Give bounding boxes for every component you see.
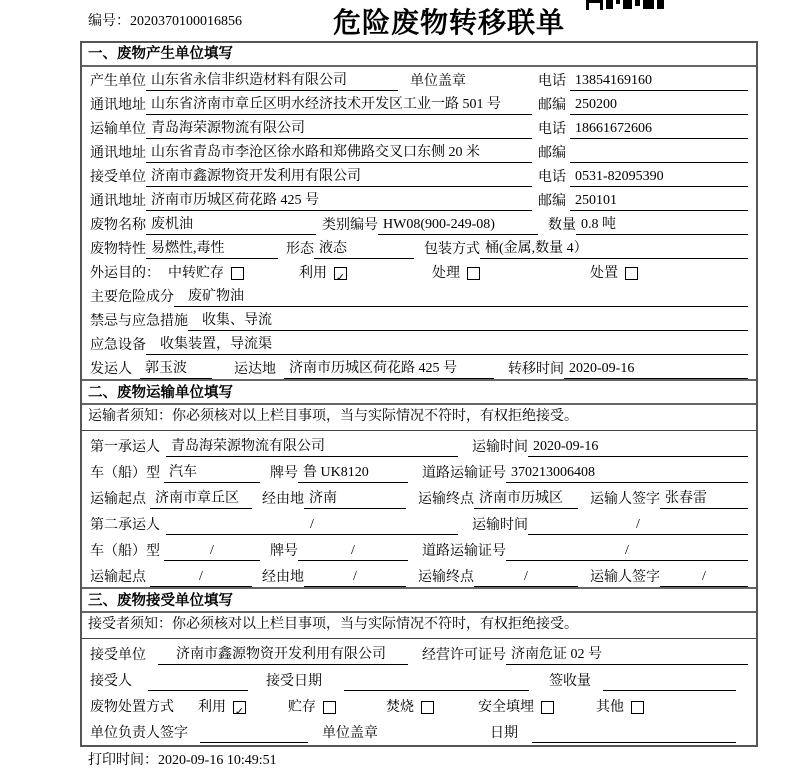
section-transporter: [82, 379, 756, 587]
acceptor-label: 接受人: [90, 674, 132, 689]
option-label: 焚烧: [386, 700, 414, 715]
vehicle2-type: /: [164, 541, 260, 561]
waste-category: HW08(900-249-08): [378, 215, 538, 235]
receiver-notice: 接受者须知：你必须核对以上栏目事项，当与实际情况不符时，有权拒绝接受。: [82, 613, 756, 639]
producer-address-row: [82, 91, 756, 115]
checkbox-transfer-storage: [231, 267, 244, 280]
carrier2-value: /: [166, 515, 458, 535]
receiver-zip: 250101: [570, 191, 748, 211]
section2-heading: 二、废物运输单位填写: [82, 379, 756, 405]
section1-heading: 一、废物产生单位填写: [82, 43, 756, 67]
dispatcher-label: 发运人: [90, 362, 132, 377]
carrier1-value: 青岛海荣源物流有限公司: [166, 437, 458, 457]
address-label: 通讯地址: [90, 98, 146, 113]
acceptance-row: [82, 665, 756, 691]
time-label: 运输时间: [472, 518, 528, 533]
license-label: 经营许可证号: [422, 648, 506, 663]
category-label: 类别编号: [322, 218, 378, 233]
option-label: 中转贮存: [168, 266, 224, 281]
unit-seal-label: 单位盖章: [322, 726, 378, 741]
qr-code-fragment-icon: [586, 0, 664, 10]
carrier2-label: 第二承运人: [90, 518, 160, 533]
receiver-address-row: [82, 187, 756, 211]
carrier1-time: 2020-09-16: [528, 437, 748, 457]
route1-sign: 张春雷: [660, 489, 748, 509]
transporter-label: 运输单位: [90, 122, 146, 137]
qr-block: [643, 0, 654, 9]
dest-value: 济南市历城区荷花路 425 号: [284, 359, 494, 379]
route2-sign: /: [660, 567, 748, 587]
route2-via: /: [304, 567, 406, 587]
waste-traits-row: [82, 235, 756, 259]
carrier-sign-label: 运输人签字: [590, 570, 660, 585]
sign-date: [532, 724, 736, 743]
equipment-value: 收集装置，导流渠: [146, 335, 748, 355]
vehicle1-plate: 鲁 UK8120: [298, 463, 408, 483]
option-label: 处理: [432, 266, 460, 281]
transporter-address: 山东省青岛市李沧区徐水路和郑佛路交叉口东侧 20 米: [146, 143, 532, 163]
transporter-zip: [570, 144, 748, 163]
section-producer: [82, 43, 756, 379]
receiver-address: 济南市历城区荷花路 425 号: [146, 191, 532, 211]
carrier2-row: [82, 509, 756, 535]
receiver-row: [82, 163, 756, 187]
route1-via: 济南: [304, 489, 406, 509]
zip-label: 邮编: [538, 194, 566, 209]
via-label: 经由地: [262, 570, 304, 585]
producer-zip: 250200: [570, 95, 748, 115]
vehicle1-license: 370213006408: [506, 463, 748, 483]
producer-address: 山东省济南市章丘区明水经济技术开发区工业一路 501 号: [146, 95, 532, 115]
via-label: 经由地: [262, 492, 304, 507]
purpose-label: 外运目的：: [90, 266, 160, 281]
option-label: 利用: [198, 700, 226, 715]
route2-row: [82, 561, 756, 587]
print-time: [88, 749, 277, 769]
vehicle2-plate: /: [298, 541, 408, 561]
hazard-value: 废矿物油: [174, 287, 748, 307]
address-label: 通讯地址: [90, 194, 146, 209]
qr-block: [616, 0, 620, 4]
serial-number: [88, 10, 242, 30]
responsible-sign: [200, 724, 308, 743]
accept-date-label: 接受日期: [266, 674, 322, 689]
vehicle1-type: 汽车: [164, 463, 260, 483]
disposal-label: 废物处置方式: [90, 700, 174, 715]
phone-label: 电话: [538, 170, 566, 185]
emergency-equipment-row: [82, 331, 756, 355]
vehicle2-license: /: [506, 541, 748, 561]
qr-block: [586, 0, 603, 10]
emergency-measures-row: [82, 307, 756, 331]
signed-qty: [603, 672, 736, 691]
option-label: 处置: [590, 266, 618, 281]
transfer-form-table: [80, 41, 758, 747]
packing-label: 包装方式: [424, 242, 480, 257]
dispatch-row: [82, 355, 756, 379]
dest-label: 运达地: [234, 362, 276, 377]
signed-qty-label: 签收量: [549, 674, 591, 689]
responsible-sign-label: 单位负责人签字: [90, 726, 188, 741]
receiver-label: 接受单位: [90, 170, 146, 185]
route-end-label: 运输终点: [418, 492, 474, 507]
route-start-label: 运输起点: [90, 492, 146, 507]
carrier1-row: [82, 431, 756, 457]
route2-start: /: [150, 567, 252, 587]
producer-label: 产生单位: [90, 74, 146, 89]
checkbox-treat: [467, 267, 480, 280]
route1-row: [82, 483, 756, 509]
form-label: 形态: [286, 242, 314, 257]
transporter-row: [82, 115, 756, 139]
accept-unit-label: 接受单位: [90, 648, 146, 663]
route-start-label: 运输起点: [90, 570, 146, 585]
traits-label: 废物特性: [90, 242, 146, 257]
zip-label: 邮编: [538, 146, 566, 161]
receiver-value: 济南市鑫源物资开发利用有限公司: [146, 167, 532, 187]
road-license-label: 道路运输证号: [422, 466, 506, 481]
option-label: 安全填埋: [478, 700, 534, 715]
transporter-address-row: [82, 139, 756, 163]
vehicle1-row: [82, 457, 756, 483]
producer-phone: 13854169160: [570, 71, 748, 91]
producer-row: [82, 67, 756, 91]
phone-label: 电话: [538, 122, 566, 137]
checkbox-incinerate: [421, 701, 434, 714]
plate-label: 牌号: [270, 466, 298, 481]
option-label: 贮存: [288, 700, 316, 715]
section-receiver: [82, 587, 756, 743]
serial-label: 编号：: [88, 14, 130, 29]
address-label: 通讯地址: [90, 146, 146, 161]
plate-label: 牌号: [270, 544, 298, 559]
vehicle-type-label: 车（船）型: [90, 544, 160, 559]
vehicle2-row: [82, 535, 756, 561]
receiver-phone: 0531-82095390: [570, 167, 748, 187]
route1-end: 济南市历城区: [474, 489, 578, 509]
print-time-label: 打印时间：: [88, 753, 158, 768]
transporter-value: 青岛海荣源物流有限公司: [146, 119, 532, 139]
qr-block: [623, 0, 632, 9]
hazard-label: 主要危险成分: [90, 290, 174, 305]
waste-traits: 易燃性,毒性: [146, 239, 278, 259]
qty-label: 数量: [548, 218, 576, 233]
signature-row: [82, 717, 756, 743]
accept-unit-row: [82, 639, 756, 665]
option-label: 利用: [299, 266, 327, 281]
checkbox-utilize: ✓: [233, 701, 246, 714]
page-title: 危险废物转移联单: [333, 8, 566, 39]
waste-form: 液态: [314, 239, 414, 259]
transfer-time: 2020-09-16: [564, 359, 748, 379]
measures-label: 禁忌与应急措施: [90, 314, 188, 329]
checkbox-landfill: [541, 701, 554, 714]
zip-label: 邮编: [538, 98, 566, 113]
acceptor-value: [148, 672, 248, 691]
route2-end: /: [474, 567, 578, 587]
seal-label: 单位盖章: [410, 74, 466, 89]
checkbox-dispose: [625, 267, 638, 280]
transfer-time-label: 转移时间: [508, 362, 564, 377]
qr-block: [635, 0, 640, 6]
waste-qty: 0.8 吨: [576, 215, 748, 235]
phone-label: 电话: [538, 74, 566, 89]
checkbox-utilize: ✓: [334, 267, 347, 280]
serial-value: 2020370100016856: [130, 14, 242, 29]
qr-block: [657, 0, 664, 9]
option-label: 其他: [596, 700, 624, 715]
qr-block: [606, 0, 613, 9]
checkbox-other: [631, 701, 644, 714]
waste-name: 废机油: [146, 215, 316, 235]
disposal-row: [82, 691, 756, 717]
transporter-notice: 运输者须知：你必须核对以上栏目事项，当与实际情况不符时，有权拒绝接受。: [82, 405, 756, 431]
carrier1-label: 第一承运人: [90, 440, 160, 455]
route-end-label: 运输终点: [418, 570, 474, 585]
waste-name-label: 废物名称: [90, 218, 146, 233]
waste-name-row: [82, 211, 756, 235]
time-label: 运输时间: [472, 440, 528, 455]
hazard-row: [82, 283, 756, 307]
transporter-phone: 18661672606: [570, 119, 748, 139]
carrier2-time: /: [528, 515, 748, 535]
road-license-label: 道路运输证号: [422, 544, 506, 559]
dispatcher-name: 郭玉波: [140, 359, 212, 379]
carrier-sign-label: 运输人签字: [590, 492, 660, 507]
accept-license: 济南危证 02 号: [506, 645, 748, 665]
vehicle-type-label: 车（船）型: [90, 466, 160, 481]
producer-value: 山东省永信非织造材料有限公司: [146, 71, 398, 91]
waste-packing: 桶(金属,数量 4）: [480, 239, 748, 259]
purpose-row: [82, 259, 756, 283]
section3-heading: 三、废物接受单位填写: [82, 587, 756, 613]
date-label: 日期: [490, 726, 518, 741]
route1-start: 济南市章丘区: [150, 489, 252, 509]
equipment-label: 应急设备: [90, 338, 146, 353]
checkbox-storage: [323, 701, 336, 714]
print-time-value: 2020-09-16 10:49:51: [158, 753, 277, 768]
accept-unit-value: 济南市鑫源物资开发利用有限公司: [158, 645, 408, 665]
measures-value: 收集、导流: [188, 311, 748, 331]
accept-date: [344, 672, 529, 691]
